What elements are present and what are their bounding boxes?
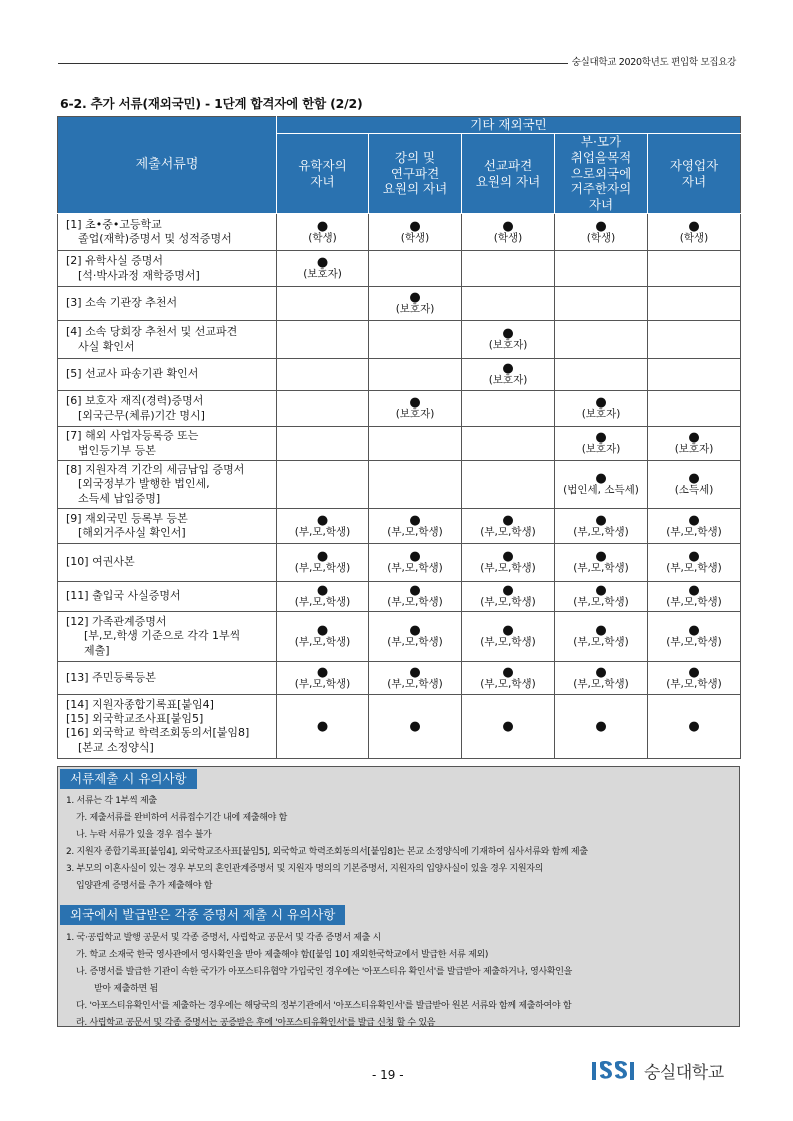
submitter-label: (부,모,학생) — [573, 562, 629, 575]
requirement-cell — [555, 461, 648, 509]
requirement-cell — [369, 427, 462, 461]
requirement-cell — [648, 661, 741, 694]
required-dot-icon: ● — [316, 218, 329, 234]
table-row — [58, 508, 741, 543]
note-line: 3. 부모의 이혼사실이 있는 경우 부모의 혼인관계증명서 및 지원자 명의의 기본증명서, 지원자의 입양사실이 있을 경우 지원자의 — [66, 864, 544, 874]
column-header-line: 강의 및 — [394, 150, 436, 166]
doc-name-cell — [58, 214, 277, 251]
doc-name-line: [15] 외국학교조사표[붙임5] — [66, 712, 204, 726]
requirement-cell — [277, 427, 369, 461]
required-dot-icon: ● — [409, 623, 421, 639]
doc-name-cell — [58, 427, 277, 461]
column-header-line: 요원의 자녀 — [475, 173, 541, 189]
requirement-cell — [462, 581, 555, 611]
submitter-label: (부,모,학생) — [387, 596, 443, 609]
note-line: 1. 서류는 각 1부씩 제출 — [66, 796, 157, 806]
required-dot-icon: ● — [688, 218, 700, 234]
required-dot-icon: ● — [502, 361, 514, 377]
required-dot-icon: ● — [595, 512, 607, 528]
column-header-line: 취업을목적 — [570, 150, 632, 166]
required-dot-icon: ● — [502, 218, 514, 234]
requirement-cell — [369, 543, 462, 581]
required-dot-icon: ● — [595, 218, 607, 234]
required-dot-icon: ● — [502, 583, 514, 599]
requirement-cell — [369, 581, 462, 611]
doc-name-cell — [58, 508, 277, 543]
doc-name-line: [10] 여권사본 — [66, 555, 135, 569]
doc-name-line: 사실 확인서 — [78, 339, 135, 353]
doc-name-line: [3] 소속 기관장 추천서 — [66, 296, 178, 310]
requirement-cell — [277, 661, 369, 694]
doc-name-line: [12] 가족관계증명서 — [66, 614, 167, 628]
column-header — [555, 134, 648, 214]
submitter-label: (부,모,학생) — [573, 636, 629, 649]
submitter-label: (소득세) — [674, 484, 714, 497]
requirement-cell — [648, 251, 741, 287]
table-row — [58, 359, 741, 391]
requirement-cell — [277, 581, 369, 611]
university-logo-icon — [592, 1058, 638, 1082]
required-dot-icon: ● — [502, 326, 514, 342]
submitter-label: (부,모,학생) — [573, 596, 629, 609]
section-title: 6-2. 추가 서류(재외국민) - 1단계 합격자에 한함 (2/2) — [60, 96, 363, 111]
requirement-cell — [462, 694, 555, 758]
submitter-label: (부,모,학생) — [666, 525, 722, 538]
submitter-label: (부,모,학생) — [387, 636, 443, 649]
requirement-cell — [648, 391, 741, 427]
requirement-cell — [648, 214, 741, 251]
doc-name-line: [부,모,학생 기준으로 각각 1부씩 — [84, 629, 241, 643]
submitter-label: (학생) — [586, 231, 616, 244]
requirement-cell — [277, 508, 369, 543]
column-header-line: 자녀 — [310, 173, 335, 189]
table-row — [58, 661, 741, 694]
requirement-cell — [555, 391, 648, 427]
required-dot-icon: ● — [502, 664, 514, 680]
submitter-label: (부,모,학생) — [666, 636, 722, 649]
required-dot-icon: ● — [688, 471, 700, 487]
submitter-label: (보호자) — [303, 268, 342, 281]
required-dot-icon: ● — [688, 623, 700, 639]
submitter-label: (부,모,학생) — [387, 677, 443, 690]
submitter-label: (부,모,학생) — [480, 636, 536, 649]
required-dot-icon: ● — [688, 718, 700, 734]
column-header — [462, 134, 555, 214]
submitter-label: (부,모,학생) — [294, 636, 351, 649]
requirement-cell — [555, 694, 648, 758]
requirement-cell — [277, 391, 369, 427]
requirement-cell — [277, 321, 369, 359]
column-header-line: 선교파견 — [483, 157, 533, 173]
requirement-cell — [277, 694, 369, 758]
submitter-label: (부,모,학생) — [480, 677, 536, 690]
submitter-label: (부,모,학생) — [480, 525, 536, 538]
submitter-label: (부,모,학생) — [294, 525, 351, 538]
table-row — [58, 543, 741, 581]
note-line: 2. 지원자 종합기록표[붙임4], 외국학교조사표[붙임5], 외국학교 학력조회동의서[붙임8]는 본교 소정양식에 기재하여 심사서류와 함께 제출 — [66, 847, 588, 857]
requirement-cell — [369, 359, 462, 391]
doc-name-line: [1] 초•중•고등학교 — [66, 217, 162, 231]
doc-name-line: 제출] — [84, 643, 110, 657]
doc-name-cell — [58, 287, 277, 321]
requirement-cell — [555, 543, 648, 581]
doc-name-line: [11] 출입국 사실증명서 — [66, 589, 181, 603]
doc-name-cell — [58, 581, 277, 611]
doc-name-cell — [58, 321, 277, 359]
requirement-cell — [555, 287, 648, 321]
note-line: 가. 제출서류를 완비하여 서류접수기간 내에 제출해야 함 — [76, 813, 287, 823]
submitter-label: (부,모,학생) — [387, 525, 443, 538]
requirement-cell — [462, 214, 555, 251]
column-header-line: 자녀 — [588, 196, 614, 212]
doc-name-line: [16] 외국학교 학력조회동의서[붙임8] — [66, 726, 250, 740]
requirement-cell — [462, 543, 555, 581]
notes-foreign-title: 외국에서 발급받은 각종 증명서 제출 시 유의사항 — [60, 905, 345, 925]
required-dot-icon: ● — [595, 623, 607, 639]
university-logo — [592, 1057, 724, 1083]
requirement-cell — [555, 581, 648, 611]
requirement-cell — [462, 427, 555, 461]
note-line: 입양관계 증명서를 추가 제출해야 함 — [76, 881, 213, 891]
column-header-line: 자녀 — [681, 173, 707, 189]
doc-name-line: [외국근무(체류)기간 명시] — [78, 408, 205, 422]
notes-submission-list — [66, 793, 588, 895]
doc-name-line: 법인등기부 등본 — [78, 443, 156, 457]
requirement-cell — [462, 661, 555, 694]
table-row — [58, 427, 741, 461]
requirement-cell — [462, 461, 555, 509]
university-name: 숭실대학교 — [644, 1062, 724, 1083]
requirement-cell — [555, 321, 648, 359]
doc-name-line: [4] 소속 당회장 추천서 및 선교파견 — [66, 325, 238, 339]
column-header-line: 으로외국에 — [570, 165, 632, 181]
column-header-line: 자영업자 — [669, 157, 719, 173]
required-dot-icon: ● — [316, 623, 329, 639]
note-line: 다. '아포스티유확인서'를 제출하는 경우에는 해당국의 정부기관에서 '아포스티유확인서'를 발급받아 원본 서류와 함께 제출하여야 함 — [76, 1001, 572, 1011]
submitter-label: (학생) — [308, 231, 337, 244]
note-line: 받아 제출하면 됨 — [94, 984, 158, 994]
doc-name-cell — [58, 391, 277, 427]
required-dot-icon: ● — [409, 718, 421, 734]
doc-name-line: [석·박사과정 재학증명서] — [78, 268, 200, 282]
requirement-cell — [277, 461, 369, 509]
submitter-label: (부,모,학생) — [480, 596, 536, 609]
requirement-cell — [369, 391, 462, 427]
required-dot-icon: ● — [595, 583, 607, 599]
note-line: 나. 증명서를 발급한 기관이 속한 국가가 아포스티유협약 가입국인 경우에는 '아포스티유 확인서'를 발급받아 제출하거나, 영사확인을 — [76, 967, 573, 977]
submitter-label: (보호자) — [581, 443, 621, 456]
required-dot-icon: ● — [595, 664, 607, 680]
requirement-cell — [648, 508, 741, 543]
requirement-cell — [369, 694, 462, 758]
table-row — [58, 287, 741, 321]
requirement-cell — [369, 461, 462, 509]
required-dot-icon: ● — [409, 512, 421, 528]
doc-name-cell — [58, 251, 277, 287]
required-dot-icon: ● — [409, 218, 421, 234]
note-line: 가. 학교 소재국 한국 영사관에서 영사확인을 받아 제출해야 함([붙임 10] 재외한국학교에서 발급한 서류 제외) — [76, 950, 489, 960]
requirement-cell — [462, 611, 555, 661]
submitter-label: (보호자) — [395, 303, 435, 316]
required-dot-icon: ● — [595, 718, 607, 734]
required-dot-icon: ● — [688, 664, 700, 680]
requirement-cell — [648, 611, 741, 661]
submitter-label: (학생) — [679, 231, 709, 244]
doc-name-cell — [58, 694, 277, 758]
doc-name-cell — [58, 611, 277, 661]
submitter-label: (부,모,학생) — [666, 596, 722, 609]
requirement-cell — [369, 214, 462, 251]
doc-name-line: 소득세 납입증명] — [78, 491, 161, 505]
requirement-cell — [369, 661, 462, 694]
doc-name-line: [6] 보호자 재직(경력)증명서 — [66, 394, 204, 408]
requirement-cell — [648, 427, 741, 461]
notes-box — [57, 766, 740, 1027]
table-row — [58, 611, 741, 661]
requirement-cell — [555, 661, 648, 694]
requirement-cell — [462, 287, 555, 321]
note-line: 1. 국·공립학교 발행 공문서 및 각종 증명서, 사립학교 공문서 및 각종 증명서 제출 시 — [66, 933, 382, 943]
notes-foreign-list — [66, 930, 572, 1032]
submitter-label: (부,모,학생) — [480, 562, 536, 575]
doc-name-line: [7] 해외 사업자등록증 또는 — [66, 429, 199, 443]
required-dot-icon: ● — [316, 549, 329, 565]
column-header — [369, 134, 462, 214]
doc-name-cell — [58, 359, 277, 391]
table-row — [58, 461, 741, 509]
required-dot-icon: ● — [595, 430, 607, 446]
required-dot-icon: ● — [688, 512, 700, 528]
required-dot-icon: ● — [316, 512, 329, 528]
column-header — [648, 134, 741, 214]
requirement-cell — [369, 287, 462, 321]
requirement-cell — [277, 543, 369, 581]
requirement-cell — [648, 461, 741, 509]
submitter-label: (보호자) — [581, 408, 621, 421]
table-row — [58, 694, 741, 758]
requirement-cell — [648, 581, 741, 611]
notes-submission-title: 서류제출 시 유의사항 — [60, 769, 197, 789]
doc-name-cell — [58, 461, 277, 509]
requirement-cell — [277, 359, 369, 391]
requirement-cell — [462, 251, 555, 287]
column-header-line: 부·모가 — [580, 134, 622, 150]
doc-name-line: [본교 소정양식] — [78, 740, 154, 754]
doc-name-cell — [58, 543, 277, 581]
doc-name-line: [외국정부가 발행한 법인세, — [78, 477, 210, 491]
column-header-line: 거주한자의 — [570, 181, 632, 197]
required-dot-icon: ● — [409, 664, 421, 680]
group-header: 기타 재외국민 — [277, 117, 741, 134]
table-row — [58, 391, 741, 427]
doc-name-line: [2] 유학사실 증명서 — [66, 254, 163, 268]
submitter-label: (부,모,학생) — [573, 525, 629, 538]
requirement-cell — [369, 321, 462, 359]
requirement-cell — [648, 321, 741, 359]
doc-name-header: 제출서류명 — [58, 117, 277, 214]
submitter-label: (부,모,학생) — [294, 677, 351, 690]
requirement-cell — [555, 214, 648, 251]
required-dot-icon: ● — [409, 549, 421, 565]
submitter-label: (보호자) — [395, 408, 435, 421]
submitter-label: (학생) — [400, 231, 430, 244]
submitter-label: (부,모,학생) — [666, 677, 722, 690]
requirement-cell — [462, 321, 555, 359]
documents-table — [57, 116, 741, 759]
required-dot-icon: ● — [409, 395, 421, 411]
doc-name-line: [해외거주사실 확인서] — [78, 525, 186, 539]
requirement-cell — [277, 251, 369, 287]
requirement-cell — [369, 611, 462, 661]
submitter-label: (부,모,학생) — [294, 596, 351, 609]
submitter-label: (부,모,학생) — [573, 677, 629, 690]
doc-name-line: [5] 선교사 파송기관 확인서 — [66, 367, 199, 381]
required-dot-icon: ● — [502, 623, 514, 639]
table-row — [58, 251, 741, 287]
submitter-label: (부,모,학생) — [387, 562, 443, 575]
requirement-cell — [369, 251, 462, 287]
required-dot-icon: ● — [688, 549, 700, 565]
required-dot-icon: ● — [316, 255, 329, 271]
required-dot-icon: ● — [502, 512, 514, 528]
required-dot-icon: ● — [316, 664, 329, 680]
requirement-cell — [555, 359, 648, 391]
required-dot-icon: ● — [502, 718, 514, 734]
requirement-cell — [277, 214, 369, 251]
requirement-cell — [555, 508, 648, 543]
table-row — [58, 321, 741, 359]
submitter-label: (보호자) — [674, 443, 714, 456]
submitter-label: (부,모,학생) — [294, 562, 351, 575]
submitter-label: (보호자) — [488, 374, 528, 387]
requirement-cell — [555, 427, 648, 461]
requirement-cell — [555, 251, 648, 287]
requirement-cell — [462, 508, 555, 543]
required-dot-icon: ● — [595, 549, 607, 565]
column-header — [277, 134, 369, 214]
doc-name-line: 졸업(재학)증명서 및 성적증명서 — [78, 232, 232, 245]
required-dot-icon: ● — [688, 583, 700, 599]
requirement-cell — [277, 611, 369, 661]
submitter-label: (부,모,학생) — [666, 562, 722, 575]
required-dot-icon: ● — [502, 549, 514, 565]
running-header: 숭실대학교 2020학년도 편입학 모집요강 — [568, 54, 736, 68]
table-row — [58, 214, 741, 251]
column-header-line: 유학자의 — [298, 157, 347, 173]
doc-name-line: [13] 주민등록등본 — [66, 670, 156, 684]
required-dot-icon: ● — [409, 290, 421, 306]
submitter-label: (보호자) — [488, 339, 528, 352]
submitter-label: (법인세, 소득세) — [563, 484, 639, 497]
doc-name-line: [14] 지원자종합기록표[붙임4] — [66, 697, 214, 711]
submitter-label: (학생) — [493, 231, 523, 244]
doc-name-line: [9] 재외국민 등록부 등본 — [66, 511, 188, 525]
required-dot-icon: ● — [595, 471, 607, 487]
requirement-cell — [648, 359, 741, 391]
required-dot-icon: ● — [409, 583, 421, 599]
requirement-cell — [648, 694, 741, 758]
required-dot-icon: ● — [595, 395, 607, 411]
note-line: 라. 사립학교 공문서 및 각종 증명서는 공증받은 후에 '아포스티유확인서'를 발급 신청 할 수 있음 — [76, 1018, 436, 1028]
required-dot-icon: ● — [316, 718, 329, 734]
doc-name-line: [8] 지원자격 기간의 세금납입 증명서 — [66, 463, 245, 476]
requirement-cell — [277, 287, 369, 321]
note-line: 나. 누락 서류가 있을 경우 접수 불가 — [76, 830, 212, 840]
requirement-cell — [648, 543, 741, 581]
requirement-cell — [648, 287, 741, 321]
table-row — [58, 581, 741, 611]
requirement-cell — [555, 611, 648, 661]
doc-name-cell — [58, 661, 277, 694]
requirement-cell — [369, 508, 462, 543]
required-dot-icon: ● — [316, 583, 329, 599]
required-dot-icon: ● — [688, 430, 700, 446]
column-header-line: 요원의 자녀 — [382, 181, 448, 197]
page-number: - 19 - — [372, 1068, 404, 1082]
requirement-cell — [462, 359, 555, 391]
requirement-cell — [462, 391, 555, 427]
column-header-line: 연구파견 — [390, 165, 440, 181]
